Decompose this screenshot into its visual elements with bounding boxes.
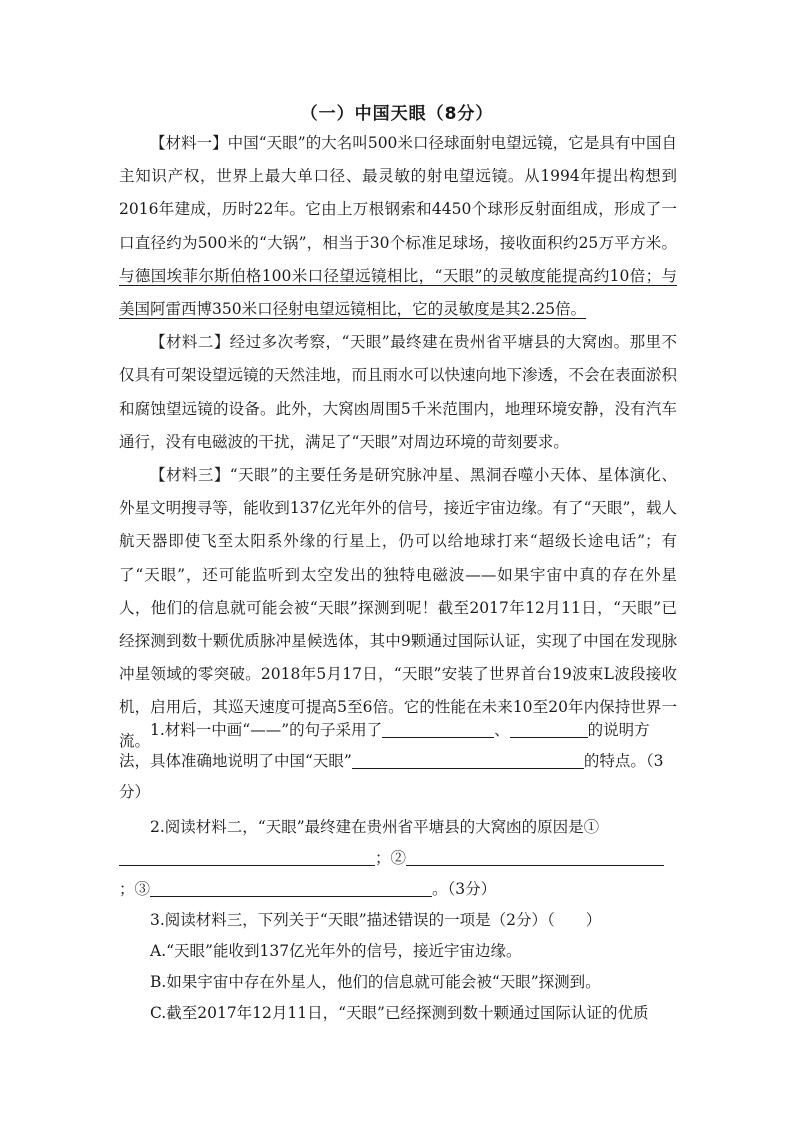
option-a[interactable]: A.“天眼”能收到137亿光年外的信号，接近宇宙边缘。 (150, 942, 522, 960)
question-1-text-c: 的特点。（3分） (119, 752, 664, 801)
question-1-text-b: 的说明方法，具体准确地说明了中国“天眼” (119, 721, 650, 770)
question-2 (119, 812, 677, 905)
material-three: 【材料三】“天眼”的主要任务是研究脉冲星、黑洞吞噬小天体、星体演化、外星文明搜寻等，能收到137亿光年外的信号，接近宇宙边缘。有了“天眼”，载人航天器即使飞至太阳系外缘的行星上，仍可以给地球打来“超级长途电话”；有了“天眼”，还可能监听到太空发出的独特电磁波——如果宇宙中真的存在外星人，他们的信息就可能会被“天眼”探测到呢！截至2017年12月11日，“天眼”已经探测到数十颗优质脉冲星候选体，其中9颗通过国际认证，实现了中国在发现脉冲星领域的零突破。2018年5月17日，“天眼”安装了世界首台19波束L波段接收机，启用后，其巡天速度可提高5至6倍。它的性能在未来10至20年内保持世界一流。 (119, 466, 677, 750)
answer-blank-1a[interactable] (382, 721, 494, 738)
materials (119, 127, 677, 758)
question-1-text-a: 1.材料一中画“——”的句子采用了 (150, 721, 383, 739)
answer-blank-2c[interactable] (150, 880, 432, 897)
answer-blank-1b[interactable] (510, 721, 588, 738)
question-2-text-a: 2.阅读材料二，“天眼”最终建在贵州省平塘县的大窝凼的原因是① (150, 818, 600, 836)
question-3-stem: 3.阅读材料三，下列关于“天眼”描述错误的一项是（2分）（ ） (150, 911, 602, 929)
question-2-text-c: 。（3分） (432, 880, 497, 898)
question-2-mark-3: ③ (134, 880, 151, 898)
question-2-semicolon: ； (119, 880, 135, 898)
material-one-text: 【材料一】中国“天眼”的大名叫500米口径球面射电望远镜，它是具有中国自主知识产权，世界上最大单口径、最灵敏的射电望远镜。从1994年提出构想到2016年建成，历时22年。它由上万根钢索和4450个球形反射面组成，形成了一口直径约为500米的“大锅”，相当于30个标准足球场，接收面积约25万平方米。 (119, 134, 677, 252)
questions (119, 715, 677, 1029)
question-1 (119, 715, 677, 808)
option-c[interactable]: C.截至2017年12月11日，“天眼”已经探测到数十颗通过国际认证的优质 (150, 1004, 649, 1022)
answer-blank-2b[interactable] (406, 849, 664, 866)
material-two: 【材料二】经过多次考察，“天眼”最终建在贵州省平塘县的大窝凼。那里不仅具有可架设望远镜的天然洼地，而且雨水可以快速向地下渗透，不会在表面淤积和腐蚀望远镜的设备。此外，大窝凼周围5千米范围内，地理环境安静，没有汽车通行，没有电磁波的干扰，满足了“天眼”对周边环境的苛刻要求。 (119, 333, 678, 451)
option-b[interactable]: B.如果宇宙中存在外星人，他们的信息就可能会被“天眼”探测到。 (150, 973, 601, 991)
section-title: （一）中国天眼（8分） (300, 104, 494, 124)
answer-blank-1c[interactable] (352, 752, 584, 769)
question-1-separator: 、 (494, 721, 510, 739)
material-one-underlined-sentence: 与德国埃菲尔斯伯格100米口径望远镜相比，“天眼”的灵敏度能提高约10倍；与美国阿雷西博350米口径射电望远镜相比，它的灵敏度是其2.25倍。 (119, 266, 677, 319)
answer-blank-2a[interactable] (119, 849, 375, 866)
question-2-mark-2: ；② (375, 849, 407, 867)
material-one (119, 127, 677, 326)
